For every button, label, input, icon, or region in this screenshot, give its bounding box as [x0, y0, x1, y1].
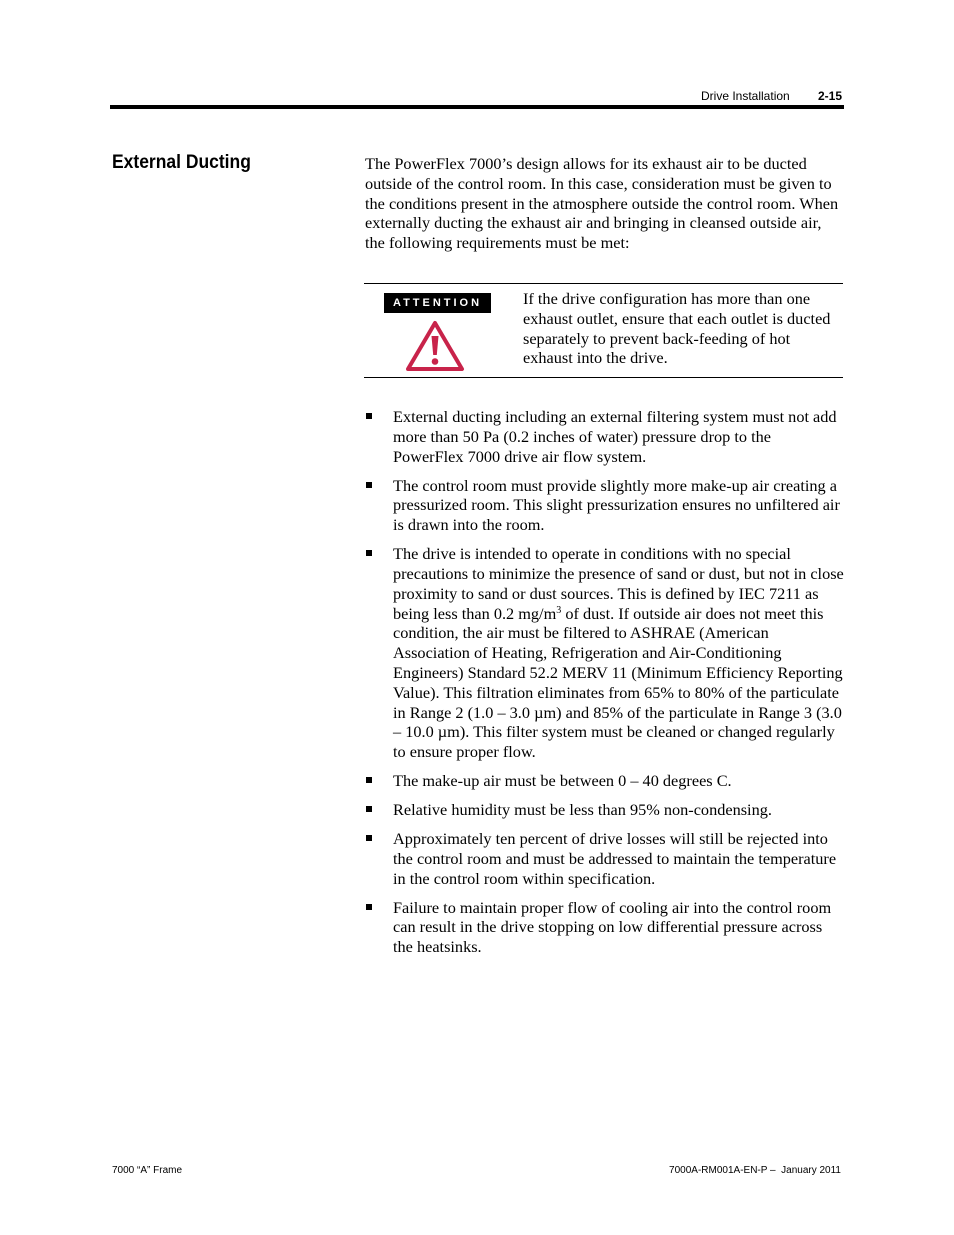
list-item: [365, 407, 845, 466]
intro-paragraph: The PowerFlex 7000’s design allows for its exhaust air to be ducted outside of the control room. In this case, consideration must be given to the conditions present in the atmosphere outside the control room. When externally ducting the exhaust air and bringing in cleansed outside air, the following requirements must be met:: [365, 154, 839, 253]
page-number: 2-15: [818, 89, 843, 103]
bullet-square-icon: [366, 550, 372, 556]
header-section-title: Drive Installation: [701, 89, 790, 103]
list-item-text-part: The drive is intended to operate in conditions with no special precautions to minimize the presence of sand or dust, but not in close proximity to sand or dust sources. This is defined by IEC 7211 as being less than 0.2 mg/m: [393, 544, 844, 623]
list-item-text: The make-up air must be between 0 – 40 degrees C.: [393, 771, 732, 791]
list-item-text: Failure to maintain proper flow of cooling air into the control room can result in the drive stopping on low differential pressure across the heatsinks.: [393, 897, 832, 957]
list-item: [365, 476, 845, 535]
bullet-square-icon: [366, 413, 372, 419]
superscript-cubed: 3: [556, 604, 562, 616]
attention-text: If the drive configuration has more than one exhaust outlet, ensure that each outlet is ducted separately to prevent back-feeding of hot exhaust into the drive.: [523, 289, 831, 368]
bullet-square-icon: [366, 806, 372, 812]
bullet-square-icon: [366, 777, 372, 783]
footer-publication-info: 7000A-RM001A-EN-P – January 2011: [669, 1165, 841, 1176]
list-item-text: Relative humidity must be less than 95% non-condensing.: [393, 800, 772, 820]
list-item-text: The control room must provide slightly more make-up air creating a pressurized room. This slight pressurization ensures no unfiltered air is drawn into the room.: [393, 475, 840, 535]
bullet-square-icon: [366, 904, 372, 910]
list-item: [365, 898, 845, 957]
section-heading: External Ducting: [112, 152, 251, 173]
list-item: [365, 800, 845, 820]
list-item: [365, 829, 845, 888]
list-item-text-part: of dust. If outside air does not meet this condition, the air must be filtered to ASHRAE (American Association of Heating, Refrigeration and Air-Conditioning Engineers) Standard 52.2 MERV 11 (Minimum Efficiency Reporting Value). This filtration eliminates from 65% to 80% of the particulate in Range 2 (1.0 – 3.0 µm) and 85% of the particulate in Range 3 (3.0 – 10.0 µm). This filter system must be cleaned or changed regularly to ensure proper flow.: [393, 603, 843, 762]
warning-triangle-icon: [405, 320, 465, 372]
footer-product-name: 7000 “A” Frame: [112, 1165, 183, 1176]
attention-label: ATTENTION: [384, 293, 491, 313]
list-item: [365, 771, 845, 791]
list-item-text: Approximately ten percent of drive losses will still be rejected into the control room and must be addressed to maintain the temperature in the control room within specification.: [393, 829, 837, 888]
bullet-square-icon: [366, 835, 372, 841]
requirements-list: [365, 407, 845, 966]
list-item-text: External ducting including an external filtering system must not add more than 50 Pa (0.2 inches of water) pressure drop to the PowerFlex 7000 drive air flow system.: [393, 407, 837, 466]
header-rule: [110, 105, 844, 109]
list-item: [365, 544, 845, 762]
bullet-square-icon: [366, 482, 372, 488]
